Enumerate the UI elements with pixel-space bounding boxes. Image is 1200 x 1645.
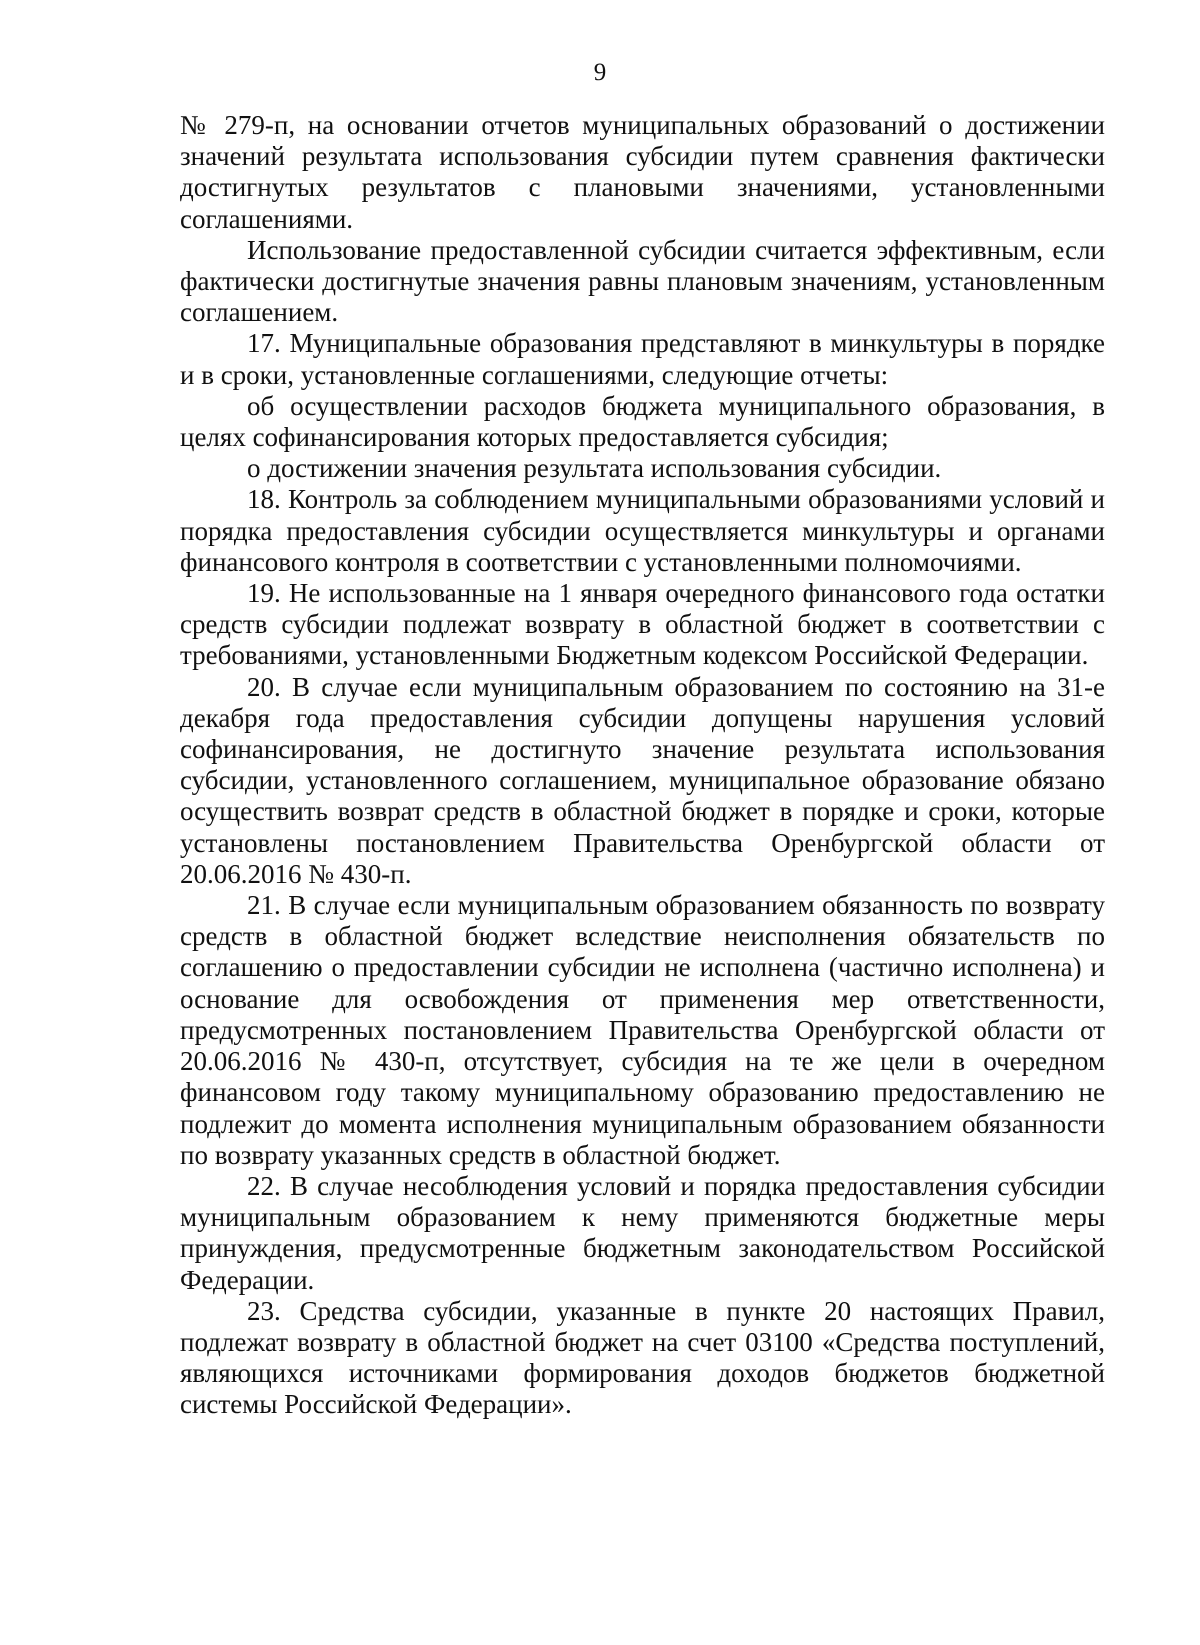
- paragraph-19: 19. Не использованные на 1 января очередного финансового года остатки средств субсидии подлежат возврату в областной бюджет в соответствии с требованиями, установленными Бюджетным кодексом Российской Федерации.: [180, 578, 1105, 671]
- document-body: [180, 110, 1105, 1421]
- paragraph-20: 20. В случае если муниципальным образованием по состоянию на 31-е декабря года предоставления субсидии допущены нарушения условий софинансирования, не достигнуто значение результата использования субсидии, установленного соглашением, муниципальное образование обязано осуществить возврат средств в областной бюджет в порядке и сроки, которые установлены постановлением Правительства Оренбургской области от 20.06.2016 № 430-п.: [180, 671, 1105, 889]
- paragraph-21: 21. В случае если муниципальным образованием обязанность по возврату средств в областной бюджет вследствие неисполнения обязательств по соглашению о предоставлении субсидии не исполнена (частично исполнена) и основание для освобождения от применения мер ответственности, предусмотренных постановлением Правительства Оренбургской области от 20.06.2016 № 430-п, отсутствует, субсидия на те же цели в очередном финансовом году такому муниципальному образованию предоставлению не подлежит до момента исполнения муниципальным образованием обязанности по возврату указанных средств в областной бюджет.: [180, 890, 1105, 1170]
- paragraph-23: 23. Средства субсидии, указанные в пункте 20 настоящих Правил, подлежат возврату в областной бюджет на счет 03100 «Средства поступлений, являющихся источниками формирования доходов бюджетов бюджетной системы Российской Федерации».: [180, 1295, 1105, 1420]
- paragraph-efficiency: Использование предоставленной субсидии считается эффективным, если фактически достигнутые значения равны плановым значениям, установленным соглашением.: [180, 234, 1105, 328]
- paragraph-continuation: № 279-п, на основании отчетов муниципальных образований о достижении значений результата использования субсидии путем сравнения фактически достигнутых результатов с плановыми значениями, установленными соглашениями.: [180, 110, 1105, 234]
- paragraph-22: 22. В случае несоблюдения условий и порядка предоставления субсидии муниципальным образованием к нему применяются бюджетные меры принуждения, предусмотренные бюджетным законодательством Российской Федерации.: [180, 1170, 1105, 1295]
- paragraph-17: 17. Муниципальные образования представляют в минкультуры в порядке и в сроки, установленные соглашениями, следующие отчеты:: [180, 328, 1105, 390]
- paragraph-17-report-result: о достижении значения результата использования субсидии.: [247, 453, 942, 484]
- page-number: 9: [593, 59, 607, 86]
- paragraph-18: 18. Контроль за соблюдением муниципальными образованиями условий и порядка предоставления субсидии осуществляется минкультуры и органами финансового контроля в соответствии с установленными полномочиями.: [180, 484, 1105, 577]
- paragraph-17-report-expenses: об осуществлении расходов бюджета муниципального образования, в целях софинансирования которых предоставляется субсидия;: [180, 390, 1105, 453]
